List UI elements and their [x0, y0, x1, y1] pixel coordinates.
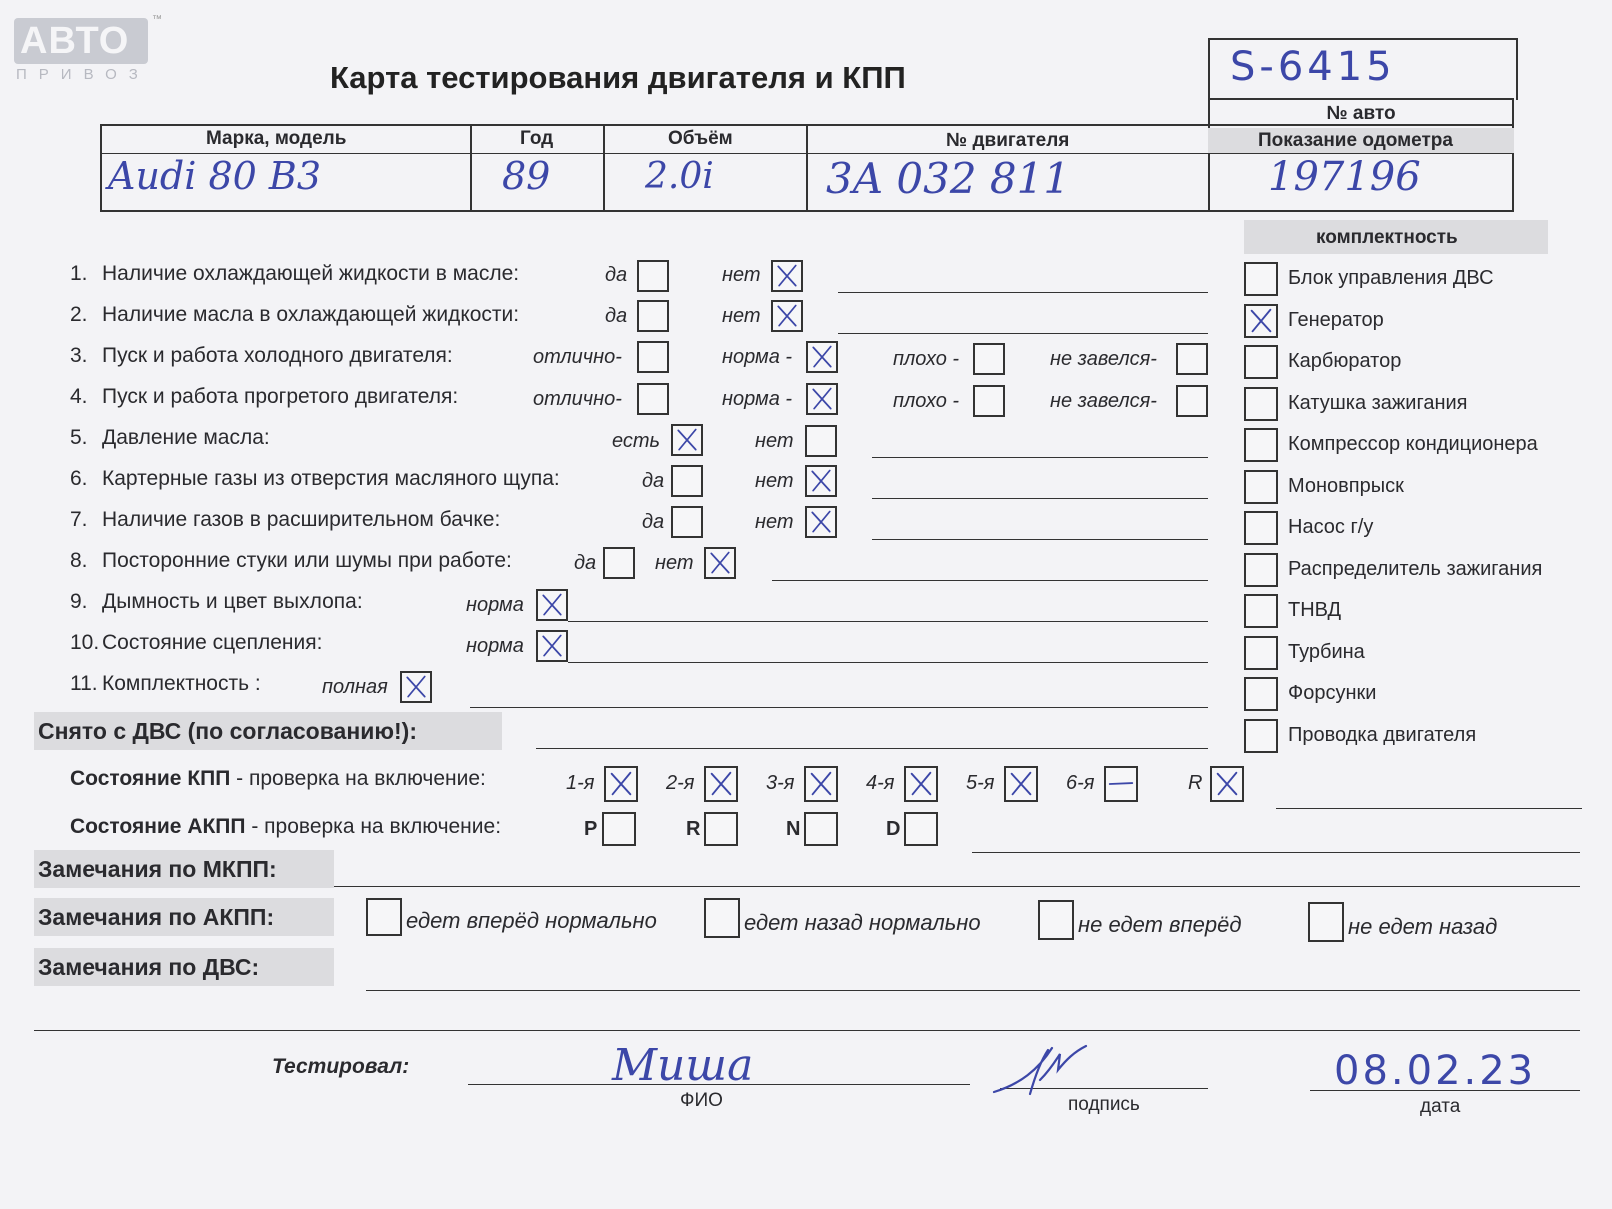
- value-make: Audi 80 B3: [108, 154, 322, 198]
- gear-label: 2-я: [666, 772, 695, 794]
- akpp-forward-normal-checkbox[interactable]: [366, 898, 402, 936]
- odometer-caption-cell: [1208, 128, 1514, 153]
- opt-normal-label: норма -: [722, 388, 793, 410]
- check-row-6: 6. Картерные газы из отверстия масляного щупа:: [70, 467, 560, 490]
- q10-norma-checkbox[interactable]: [536, 630, 568, 662]
- page-title: Карта тестирования двигателя и КПП: [330, 60, 906, 95]
- cross-mark-icon: [1006, 768, 1036, 800]
- gear-checkbox[interactable]: [804, 766, 838, 802]
- cross-mark-icon: [1246, 306, 1276, 336]
- completeness-item-label: Форсунки: [1288, 682, 1377, 704]
- opt-norma-label: норма: [466, 594, 524, 616]
- avto-privoz-logo: [14, 14, 162, 64]
- opt-normal-label: норма -: [722, 346, 793, 368]
- completeness-checkbox[interactable]: [1244, 470, 1278, 504]
- name-caption: ФИО: [680, 1090, 723, 1111]
- akpp-mode-checkbox[interactable]: [704, 812, 738, 846]
- completeness-header: [1244, 220, 1548, 254]
- cross-mark-icon: [806, 768, 836, 800]
- q8-yes-checkbox[interactable]: [603, 547, 635, 579]
- akpp-no-reverse-checkbox[interactable]: [1308, 902, 1344, 942]
- opt-no-label: нет: [755, 470, 794, 492]
- q11-full-checkbox[interactable]: [400, 671, 432, 703]
- odometer-label: Показание одометра: [1258, 130, 1453, 151]
- cross-mark-icon: [538, 591, 566, 619]
- dash-mark-icon: [1106, 768, 1136, 800]
- completeness-checkbox[interactable]: [1244, 387, 1278, 421]
- gear-checkbox[interactable]: [904, 766, 938, 802]
- cross-mark-icon: [402, 673, 430, 701]
- completeness-checkbox[interactable]: [1244, 345, 1278, 379]
- completeness-item-label: Компрессор кондиционера: [1288, 433, 1538, 455]
- q3-bad-checkbox[interactable]: [973, 343, 1005, 375]
- akpp-forward-normal-label: едет вперёд нормально: [406, 908, 657, 933]
- akpp-mode-checkbox[interactable]: [602, 812, 636, 846]
- cross-mark-icon: [606, 768, 636, 800]
- tested-label: Тестировал:: [272, 1055, 410, 1078]
- completeness-checkbox[interactable]: [1244, 511, 1278, 545]
- completeness-item-label: Катушка зажигания: [1288, 391, 1468, 414]
- completeness-checkbox[interactable]: [1244, 553, 1278, 587]
- akpp-mode-label: R: [686, 818, 701, 840]
- cross-mark-icon: [673, 426, 701, 454]
- akpp-no-forward-checkbox[interactable]: [1038, 900, 1074, 940]
- dvs-remarks-label: Замечания по ДВС:: [38, 954, 260, 980]
- completeness-checkbox[interactable]: [1244, 262, 1278, 296]
- opt-present-label: есть: [612, 430, 661, 452]
- akpp-no-reverse-label: не едет назад: [1348, 914, 1498, 939]
- col-header-engine-no: № двигателя: [946, 130, 1070, 151]
- q9-norma-checkbox[interactable]: [536, 589, 568, 621]
- q1-no-checkbox[interactable]: [771, 260, 803, 292]
- test-date: 08.02.23: [1334, 1048, 1537, 1094]
- opt-excellent-label: отлично-: [533, 346, 622, 368]
- q6-yes-checkbox[interactable]: [671, 465, 703, 497]
- completeness-checkbox[interactable]: [1244, 719, 1278, 753]
- date-caption: дата: [1420, 1096, 1461, 1117]
- kpp-label: Состояние КПП - проверка на включение:: [70, 767, 486, 790]
- auto-number-box: [1208, 38, 1518, 100]
- opt-no-label: нет: [722, 305, 761, 327]
- completeness-checkbox[interactable]: [1244, 428, 1278, 462]
- cross-mark-icon: [807, 508, 835, 536]
- q4-bad-checkbox[interactable]: [973, 385, 1005, 417]
- opt-no-start-label: не завелся-: [1050, 390, 1157, 412]
- opt-yes-label: да: [642, 470, 665, 492]
- cross-mark-icon: [706, 768, 736, 800]
- cross-mark-icon: [808, 343, 836, 371]
- cross-mark-icon: [807, 467, 835, 495]
- opt-no-label: нет: [755, 430, 794, 452]
- gear-checkbox[interactable]: [1104, 766, 1138, 802]
- cross-mark-icon: [808, 385, 836, 413]
- q5-present-checkbox[interactable]: [671, 424, 703, 456]
- akpp-remarks-label: Замечания по АКПП:: [38, 904, 275, 930]
- q3-no-start-checkbox[interactable]: [1176, 343, 1208, 375]
- col-header-year: Год: [520, 128, 554, 149]
- q6-no-checkbox[interactable]: [805, 465, 837, 497]
- completeness-item-label: Насос г/у: [1288, 516, 1374, 538]
- signature-caption: подпись: [1068, 1094, 1140, 1115]
- q1-yes-checkbox[interactable]: [637, 260, 669, 292]
- gear-label: 5-я: [966, 772, 995, 794]
- cross-mark-icon: [773, 262, 801, 290]
- gear-label: 3-я: [766, 772, 795, 794]
- akpp-mode-label: P: [584, 818, 598, 840]
- completeness-item-label: Распределитель зажигания: [1288, 557, 1543, 580]
- logo-subtext: ПРИВОЗ: [16, 66, 150, 83]
- gear-label: R: [1188, 772, 1203, 794]
- completeness-checkbox[interactable]: [1244, 304, 1278, 338]
- completeness-item-label: ТНВД: [1288, 599, 1342, 621]
- check-row-10: 10. Состояние сцепления:: [70, 631, 323, 654]
- value-odometer: 197196: [1268, 154, 1421, 200]
- cross-mark-icon: [706, 549, 734, 577]
- value-volume: 2.0i: [645, 156, 714, 197]
- auto-number-value: S-6415: [1230, 44, 1396, 90]
- akpp-reverse-normal-label: едет назад нормально: [744, 910, 981, 935]
- akpp-mode-checkbox[interactable]: [804, 812, 838, 846]
- cross-mark-icon: [1212, 768, 1242, 800]
- auto-number-label: № авто: [1326, 103, 1396, 124]
- mkpp-remarks-label: Замечания по МКПП:: [38, 856, 277, 882]
- col-header-make: Марка, модель: [206, 128, 347, 149]
- col-header-volume: Объём: [668, 128, 733, 149]
- q7-no-checkbox[interactable]: [805, 506, 837, 538]
- cross-mark-icon: [906, 768, 936, 800]
- opt-bad-label: плохо -: [893, 348, 960, 370]
- tester-name: Миша: [612, 1040, 754, 1091]
- completeness-checkbox[interactable]: [1244, 677, 1278, 711]
- opt-no-label: нет: [655, 552, 694, 574]
- opt-full-label: полная: [322, 676, 388, 698]
- opt-no-start-label: не завелся-: [1050, 348, 1157, 370]
- gear-label: 1-я: [566, 772, 595, 794]
- completeness-item-label: Проводка двигателя: [1288, 723, 1477, 746]
- gear-label: 4-я: [866, 772, 895, 794]
- cross-mark-icon: [538, 632, 566, 660]
- value-year: 89: [502, 154, 551, 198]
- akpp-mode-label: N: [786, 818, 801, 840]
- opt-yes-label: да: [574, 552, 597, 574]
- q3-normal-checkbox[interactable]: [806, 341, 838, 373]
- opt-yes-label: да: [605, 264, 628, 286]
- check-row-3: 3. Пуск и работа холодного двигателя:: [70, 344, 453, 367]
- cross-mark-icon: [773, 302, 801, 330]
- gear-checkbox[interactable]: [704, 766, 738, 802]
- logo-tm: ™: [152, 14, 162, 25]
- akpp-reverse-normal-checkbox[interactable]: [704, 898, 740, 938]
- signature-image: [990, 1040, 1110, 1100]
- q2-no-checkbox[interactable]: [771, 300, 803, 332]
- completeness-item-label: Моновпрыск: [1288, 474, 1404, 497]
- q8-no-checkbox[interactable]: [704, 547, 736, 579]
- completeness-title: комплектность: [1316, 227, 1458, 248]
- akpp-mode-label: D: [886, 818, 901, 840]
- gear-checkbox[interactable]: [1210, 766, 1244, 802]
- completeness-checkbox[interactable]: [1244, 636, 1278, 670]
- akpp-label: Состояние АКПП - проверка на включение:: [70, 815, 502, 838]
- q7-yes-checkbox[interactable]: [671, 506, 703, 538]
- check-row-4: 4. Пуск и работа прогретого двигателя:: [70, 385, 459, 408]
- completeness-item-label: Генератор: [1288, 308, 1384, 331]
- akpp-no-forward-label: не едет вперёд: [1078, 912, 1242, 937]
- opt-yes-label: да: [605, 305, 628, 327]
- akpp-mode-checkbox[interactable]: [904, 812, 938, 846]
- check-row-8: 8. Посторонние стуки или шумы при работе:: [70, 549, 512, 572]
- q4-excellent-checkbox[interactable]: [637, 383, 669, 415]
- opt-norma-label: норма: [466, 635, 524, 657]
- completeness-item-label: Турбина: [1288, 640, 1365, 663]
- check-row-9: 9. Дымность и цвет выхлопа:: [70, 590, 363, 613]
- gear-label: 6-я: [1066, 772, 1095, 794]
- check-row-2: 2. Наличие масла в охлаждающей жидкости:: [70, 303, 520, 326]
- check-row-11: 11. Комплектность :: [70, 672, 261, 695]
- check-row-5: 5. Давление масла:: [70, 426, 270, 449]
- gear-checkbox[interactable]: [604, 766, 638, 802]
- q4-no-start-checkbox[interactable]: [1176, 385, 1208, 417]
- gear-checkbox[interactable]: [1004, 766, 1038, 802]
- opt-no-label: нет: [722, 264, 761, 286]
- q4-normal-checkbox[interactable]: [806, 383, 838, 415]
- opt-bad-label: плохо -: [893, 390, 960, 412]
- completeness-item-label: Блок управления ДВС: [1288, 267, 1494, 289]
- check-row-7: 7. Наличие газов в расширительном бачке:: [70, 508, 501, 531]
- q2-yes-checkbox[interactable]: [637, 300, 669, 332]
- completeness-item-label: Карбюратор: [1288, 350, 1402, 372]
- opt-no-label: нет: [755, 511, 794, 533]
- completeness-checkbox[interactable]: [1244, 594, 1278, 628]
- opt-excellent-label: отлично-: [533, 388, 622, 410]
- q5-no-checkbox[interactable]: [805, 425, 837, 457]
- logo-text: АВТО: [20, 20, 130, 62]
- opt-yes-label: да: [642, 511, 665, 533]
- removed-label: Снято с ДВС (по согласованию!):: [38, 718, 417, 744]
- q3-excellent-checkbox[interactable]: [637, 341, 669, 373]
- check-row-1: 1. Наличие охлаждающей жидкости в масле:: [70, 262, 520, 285]
- value-engine-no: 3A 032 811: [826, 154, 1071, 203]
